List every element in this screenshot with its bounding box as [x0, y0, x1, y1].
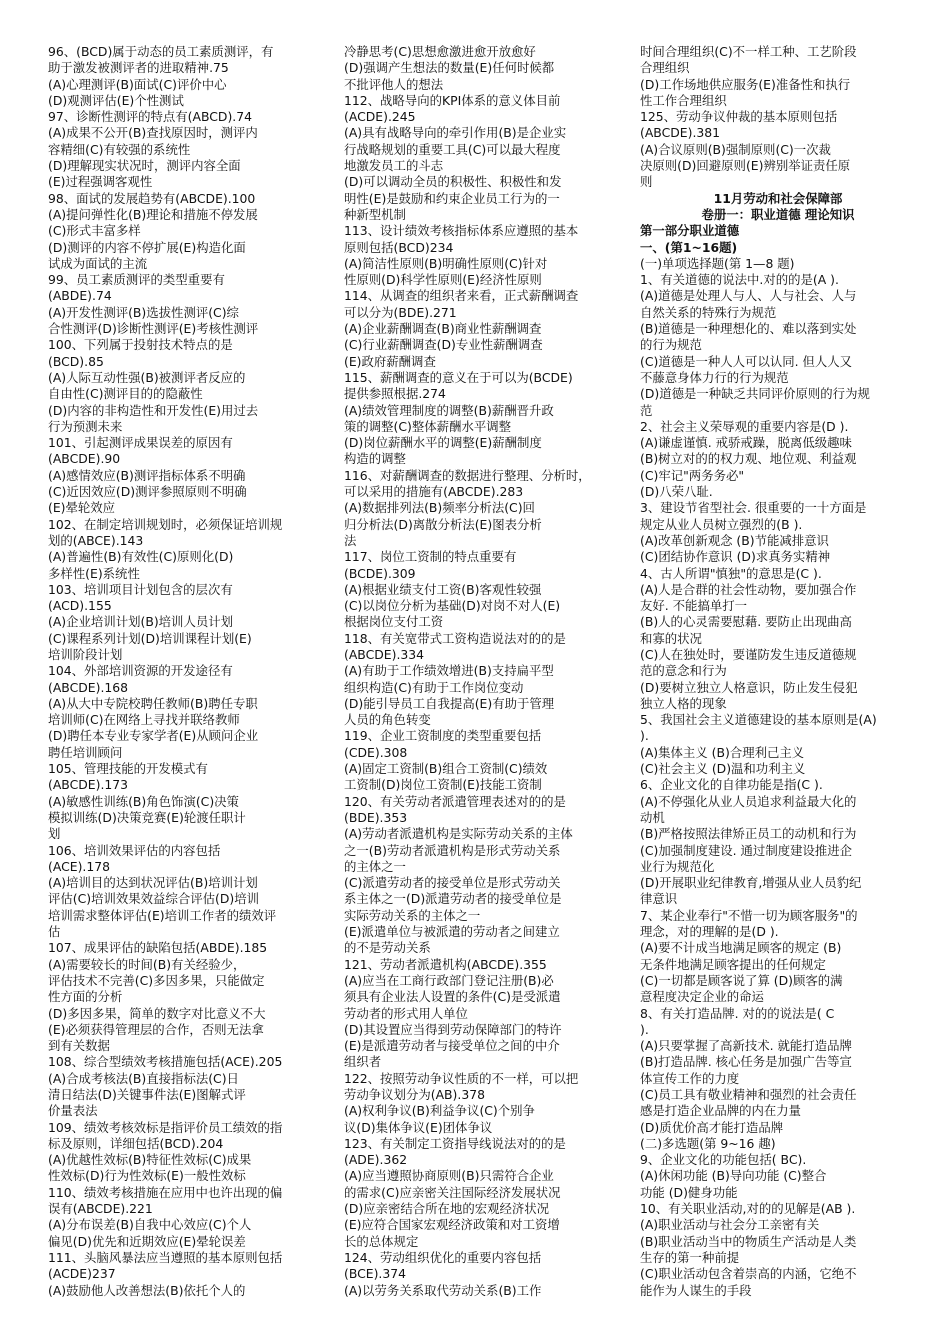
document-page	[48, 44, 916, 1304]
text-line: (D)应亲密结合所在地的宏观经济状况	[344, 1201, 550, 1217]
text-line: (A)合议原则(B)强制原则(C)一次裁	[640, 141, 831, 157]
text-line: 能作为人谋生的手段	[640, 1282, 752, 1298]
text-line: (A)职业活动与社会分工亲密有关	[640, 1217, 820, 1233]
text-line: 误有(ABCDE).221	[48, 1201, 153, 1217]
text-line: (A)只要掌握了高新技术. 就能打造品牌	[640, 1038, 852, 1054]
text-line: 111、头脑风暴法应当遵照的基本原则包括	[48, 1249, 283, 1265]
text-line: 101、引起测评成果误差的原因有	[48, 435, 233, 451]
text-line: (A)人是合群的社会性动物，要加强合作	[640, 581, 857, 597]
text-line: ).	[640, 1021, 649, 1037]
text-line: (A)要不计成当地满足顾客的规定 (B)	[640, 940, 842, 956]
text-line: (C)课程系列计划(D)培训课程计划(E)	[48, 630, 252, 646]
text-line: 行为预测未来	[48, 418, 123, 434]
text-line: 容精细(C)有较强的系统性	[48, 141, 191, 157]
text-line: 动机	[640, 809, 665, 825]
text-line: (D)要树立独立人格意识，防止发生侵犯	[640, 679, 858, 695]
text-line: 118、有关宽带式工资构造说法对的的是	[344, 630, 566, 646]
text-line: 115、薪酬调查的意义在于可以为(BCDE)	[344, 369, 573, 385]
text-line: 估	[48, 924, 61, 940]
text-line: 5、我国社会主义道德建设的基本原则是(A)	[640, 712, 877, 728]
text-line: 1、有关道德的说法中.对的的是(A ).	[640, 272, 839, 288]
text-line: 可以采用的措施有(ABCDE).283	[344, 484, 524, 500]
text-line: (A)道德是处理人与人、人与社会、人与	[640, 288, 857, 304]
text-line: 可以分为(BDE).271	[344, 304, 457, 320]
text-line: 9、企业文化的功能包括( BC).	[640, 1152, 807, 1168]
text-line: (C)派遣劳动者的接受单位是形式劳动关	[344, 875, 561, 891]
text-line: 助于激发被测评者的进取精神.75	[48, 60, 229, 76]
text-line: (一)单项选择题(第 1—8 题)	[640, 255, 795, 271]
text-line: (D)可以调动全员的积极性、积极性和发	[344, 174, 562, 190]
section-heading: 第一部分职业道德	[640, 223, 740, 239]
text-line: 106、培训效果评估的内容包括	[48, 842, 221, 858]
text-line: 组织构造(C)有助于工作岗位变动	[344, 679, 524, 695]
text-line: 价量表法	[48, 1103, 98, 1119]
text-line: 102、在制定培训规划时，必须保证培训规	[48, 516, 283, 532]
text-line: (D)测评的内容不停扩展(E)构造化面	[48, 239, 246, 255]
text-line: (A)休闲功能 (B)导向功能 (C)整合	[640, 1168, 827, 1184]
text-line: 试成为面试的主流	[48, 255, 148, 271]
text-line: 性原则(D)科学性原则(E)经济性原则	[344, 272, 542, 288]
text-line: (ADE).362	[344, 1152, 408, 1168]
text-line: 和寡的状况	[640, 630, 702, 646]
text-line: (B)人的心灵需要慰藉. 要防止出现曲高	[640, 614, 852, 630]
text-line: (A)企业薪酬调查(B)商业性薪酬调查	[344, 321, 542, 337]
text-line: 109、绩效考核效标是指评价员工绩效的指	[48, 1119, 283, 1135]
text-line: (B)打造品牌. 核心任务是加强广告等宣	[640, 1054, 852, 1070]
text-line: 长的总体规定	[344, 1233, 419, 1249]
text-line: 110、绩效考核措施在应用中也许出现的偏	[48, 1184, 283, 1200]
text-line: (A)劳动者派遣机构是实际劳动关系的主体	[344, 826, 573, 842]
text-line: (A)权利争议(B)利益争议(C)个别争	[344, 1103, 535, 1119]
column-left	[48, 44, 324, 1304]
text-line: 112、战略导向的KPI体系的意义体目前	[344, 92, 561, 108]
text-line: (A)提问弹性化(B)理论和措施不停发展	[48, 206, 258, 222]
text-line: ).	[640, 728, 649, 744]
text-line: 120、有关劳动者派遣管理表述对的的是	[344, 793, 566, 809]
column-right	[640, 44, 916, 1304]
text-line: 100、下列属于投射技术特点的是	[48, 337, 233, 353]
text-line: 125、劳动争议仲裁的基本原则包括	[640, 109, 838, 125]
text-line: 性效标(D)行为性效标(E)一般性效标	[48, 1168, 246, 1184]
text-line: 根据岗位支付工资	[344, 614, 444, 630]
text-line: 人员的角色转变	[344, 712, 431, 728]
text-line: 2、社会主义荣辱观的重要内容是(D ).	[640, 418, 849, 434]
text-line: 理念，对的理解的是(D ).	[640, 924, 779, 940]
text-line: (A)心理测评(B)面试(C)评价中心	[48, 76, 227, 92]
text-line: (C)以岗位分析为基础(D)对岗不对人(E)	[344, 598, 561, 614]
text-line: 121、劳动者派遣机构(ABCDE).355	[344, 956, 547, 972]
text-line: 冷静思考(C)思想愈激进愈开放愈好	[344, 44, 536, 59]
section-title: 卷册一：职业道德 理论知识	[701, 206, 855, 222]
text-line: 划的(ABCE).143	[48, 532, 144, 548]
text-line: (ABDE).74	[48, 288, 112, 304]
text-line: 自然关系的特殊行为规范	[640, 304, 777, 320]
text-line: 感是打造企业品牌的内在力量	[640, 1103, 802, 1119]
text-line: 原则包括(BCD)234	[344, 239, 454, 255]
text-line: (BCE).374	[344, 1266, 407, 1282]
text-line: 性工作合理组织	[640, 92, 727, 108]
text-line: 律意识	[640, 891, 678, 907]
text-line: 模拟训练(D)决策竞赛(E)轮渡任职计	[48, 809, 246, 825]
text-line: 功能 (D)健身功能	[640, 1184, 738, 1200]
text-line: (E)应符合国家宏观经济政策和对工资增	[344, 1217, 560, 1233]
text-line: (D)工作场地供应服务(E)准备性和执行	[640, 76, 851, 92]
text-line: 不批评他人的想法	[344, 76, 444, 92]
text-line: 友好. 不能搞单打一	[640, 598, 748, 614]
text-line: (B)道德是一种理想化的、难以落到实处	[640, 321, 857, 337]
text-line: (B)职业活动当中的物质生产活动是人类	[640, 1233, 857, 1249]
text-line: (A)改革创新观念 (B)节能减排意识	[640, 532, 829, 548]
text-line: 构造的调整	[344, 451, 406, 467]
text-line: (A)不停强化从业人员追求利益最大化的	[640, 793, 857, 809]
text-line: 性方面的分析	[48, 989, 123, 1005]
text-line: 99、员工素质测评的类型重要有	[48, 272, 225, 288]
text-line: 议(D)集体争议(E)团体争议	[344, 1119, 493, 1135]
text-line: 范的意念和行为	[640, 663, 727, 679]
text-line: 119、企业工资制度的类型重要包括	[344, 728, 542, 744]
text-line: 6、企业文化的自律功能是指(C ).	[640, 777, 823, 793]
text-line: 法	[344, 532, 357, 548]
text-line: 偏见(D)优先和近期效应(E)晕轮误差	[48, 1233, 246, 1249]
text-line: 自由性(C)测评目的的隐蔽性	[48, 386, 203, 402]
text-line: 8、有关打造品牌. 对的的说法是( C	[640, 1005, 835, 1021]
text-line: (D)多因多果，简单的数字对比意义不大	[48, 1005, 266, 1021]
text-line: 归分析法(D)离散分析法(E)图表分析	[344, 516, 542, 532]
text-line: (ACDE)237	[48, 1266, 116, 1282]
text-line: (A)应当在工商行政部门登记注册(B)必	[344, 972, 554, 988]
text-line: 的不是劳动关系	[344, 940, 431, 956]
text-line: (C)近因效应(D)测评参照原则不明确	[48, 484, 247, 500]
text-line: 范	[640, 402, 653, 418]
text-line: (ABCDE).334	[344, 646, 425, 662]
text-line: (A)分布误差(B)自我中心效应(C)个人	[48, 1217, 252, 1233]
text-line: 合理组织	[640, 60, 690, 76]
text-line: (D)开展职业纪律教育,增强从业人员豹纪	[640, 875, 862, 891]
text-line: 体宣传工作的力度	[640, 1070, 740, 1086]
text-line: (A)合成考核法(B)直接指标法(C)日	[48, 1070, 239, 1086]
text-line: 114、从调查的组织者来看，正式薪酬调查	[344, 288, 579, 304]
text-line: 划	[48, 826, 61, 842]
text-line: 意程度决定企业的命运	[640, 989, 764, 1005]
text-line: (D)八荣八耻.	[640, 484, 713, 500]
text-line: 3、建设节省型社会. 很重要的一十方面是	[640, 500, 867, 516]
text-line: (C)职业活动包含着崇高的内涵，它绝不	[640, 1266, 857, 1282]
text-line: (ABCDE).381	[640, 125, 721, 141]
text-line: (A)优越性效标(B)特征性效标(C)成果	[48, 1152, 252, 1168]
text-line: (A)绩效管理制度的调整(B)薪酬晋升政	[344, 402, 554, 418]
text-line: 124、劳动组织优化的重要内容包括	[344, 1249, 542, 1265]
text-line: 生存的第一种前提	[640, 1249, 740, 1265]
text-line: (A)简洁性原则(B)明确性原则(C)针对	[344, 255, 548, 271]
text-line: 116、对薪酬调查的数据进行整理、分析时，	[344, 467, 591, 483]
text-line: (D)理解现实状况时，测评内容全面	[48, 158, 241, 174]
text-line: (A)需要较长的时间(B)有关经验少，	[48, 956, 246, 972]
text-line: (C)牢记"两务务必"	[640, 467, 745, 483]
text-line: (E)派遣单位与被派遣的劳动者之间建立	[344, 924, 560, 940]
text-line: (C)行业薪酬调查(D)专业性薪酬调查	[344, 337, 543, 353]
text-line: (C)加强制度建设. 通过制度建设推进企	[640, 842, 853, 858]
text-line: 策的调整(C)整体薪酬水平调整	[344, 418, 512, 434]
text-line: (E)政府薪酬调查	[344, 353, 436, 369]
text-line: 122、按照劳动争议性质的不一样，可以把	[344, 1070, 579, 1086]
text-line: 劳动者的形式用人单位	[344, 1005, 468, 1021]
text-line: 劳动争议划分为(AB).378	[344, 1087, 485, 1102]
text-line: (C)一切都是顾客说了算 (D)顾客的满	[640, 972, 843, 988]
text-line: 规定从业人员树立强烈的(B ).	[640, 516, 803, 532]
text-line: (D)道德是一种缺乏共同评价原则的行为规	[640, 386, 870, 402]
text-line: 105、管理技能的开发模式有	[48, 761, 208, 777]
text-line: 须具有企业法人设置的条件(C)是受派遣	[344, 989, 561, 1005]
text-line: (C)社会主义 (D)温和功利主义	[640, 761, 806, 777]
text-line: (ACE).178	[48, 858, 110, 874]
text-line: (D)能引导员工自我提高(E)有助于管理	[344, 695, 555, 711]
text-line: (二)多选题(第 9~16 趣)	[640, 1135, 776, 1151]
text-line: 97、诊断性测评的特点有(ABCD).74	[48, 109, 252, 125]
text-line: (B)严格按照法律矫正员工的动机和行为	[640, 826, 857, 842]
text-line: (A)普遍性(B)有效性(C)原则化(D)	[48, 549, 234, 565]
text-line: 之一(B)劳动者派遣机构是形式劳动关系	[344, 842, 561, 858]
text-line: (A)开发性测评(B)选拔性测评(C)综	[48, 304, 239, 320]
text-line: 的行为规范	[640, 337, 702, 353]
text-line: (E)过程强调客观性	[48, 174, 153, 190]
text-line: 时间合理组织(C)不一样工种、工艺阶段	[640, 44, 857, 59]
text-line: 培训需求整体评估(E)培训工作者的绩效评	[48, 907, 277, 923]
text-line: (A)鼓励他人改善想法(B)依托个人的	[48, 1282, 246, 1298]
text-line: 评估技术不完善(C)多因多果，只能做定	[48, 972, 265, 988]
text-line: (A)敏感性训练(B)角色饰演(C)决策	[48, 793, 239, 809]
text-line: 工资制(D)岗位工资制(E)技能工资制	[344, 777, 542, 793]
text-line: 评估(C)培训效果效益综合评估(D)培训	[48, 891, 259, 907]
text-line: (A)感情效应(B)测评指标体系不明确	[48, 467, 246, 483]
section-title: 11月劳动和社会保障部	[713, 190, 843, 206]
text-line: 种新型机制	[344, 206, 406, 222]
text-line: 实际劳动关系的主体之一	[344, 907, 481, 923]
text-line: 108、综合型绩效考核措施包括(ACE).205	[48, 1054, 283, 1070]
text-line: 标及原则，详细包括(BCD).204	[48, 1135, 224, 1151]
text-line: 明性(E)是鼓励和约束企业员工行为的一	[344, 190, 560, 206]
text-line: 地激发员工的斗志	[344, 158, 444, 174]
text-line: (D)质优价高才能打造品牌	[640, 1119, 784, 1135]
text-line: 107、成果评估的缺陷包括(ABDE).185	[48, 940, 268, 956]
text-line: (A)谦虚谨慎. 戒骄戒躁，脱离低级趣味	[640, 435, 852, 451]
text-line: (A)企业培训计划(B)培训人员计划	[48, 614, 234, 630]
text-line: 聘任培训顾问	[48, 744, 123, 760]
text-line: 4、古人所谓"慎独"的意思是(C ).	[640, 565, 822, 581]
text-line: (D)其设置应当得到劳动保障部门的特许	[344, 1021, 562, 1037]
text-line: 系主体之一(D)派遣劳动者的接受单位是	[344, 891, 562, 907]
text-line: (C)团结协作意识 (D)求真务实精神	[640, 549, 831, 565]
text-line: (BCD).85	[48, 353, 104, 369]
text-line: (C)人在独处时，要谨防发生违反道德规	[640, 646, 857, 662]
text-line: (BCDE).309	[344, 565, 416, 581]
text-line: (A)有助于工作绩效增进(B)支持扁平型	[344, 663, 554, 679]
text-line: 合性测评(D)诊断性测评(E)考核性测评	[48, 321, 259, 337]
text-line: (A)从大中专院校聘任教师(B)聘任专职	[48, 695, 258, 711]
text-line: (ABCDE).90	[48, 451, 121, 467]
text-line: (ACD).155	[48, 598, 112, 614]
text-line: (CDE).308	[344, 744, 408, 760]
text-line: (A)具有战略导向的牵引作用(B)是企业实	[344, 125, 567, 141]
text-line: (B)树立对的的权力观、地位观、利益观	[640, 451, 857, 467]
text-line: 98、面试的发展趋势有(ABCDE).100	[48, 190, 256, 206]
text-line: 则	[640, 174, 653, 190]
text-line: 96、(BCD)属于动态的员工素质测评，有	[48, 44, 274, 59]
text-line: (D)内容的非构造性和开发性(E)用过去	[48, 402, 259, 418]
text-line: 117、岗位工资制的特点重要有	[344, 549, 517, 565]
text-line: (E)晕轮效应	[48, 500, 116, 516]
text-line: 决原则(D)回避原则(E)辨别举证责任原	[640, 158, 851, 174]
column-middle	[344, 44, 620, 1304]
text-line: (A)固定工资制(B)组合工资制(C)绩效	[344, 761, 548, 777]
text-line: 113、设计绩效考核指标体系应遵照的基本	[344, 223, 579, 239]
text-line: (C)道德是一种人人可以认同. 但人人又	[640, 353, 853, 369]
text-line: 行战略规划的重要工具(C)可以最大程度	[344, 141, 561, 157]
text-line: (D)强调产生想法的数量(E)任何时候都	[344, 60, 555, 76]
text-line: 的需求(C)应亲密关注国际经济发展状况	[344, 1184, 561, 1200]
text-line: 103、培训项目计划包含的层次有	[48, 581, 233, 597]
text-line: 清日结法(D)关键事件法(E)图解式评	[48, 1087, 246, 1102]
text-line: (A)集体主义 (B)合理利己主义	[640, 744, 805, 760]
text-line: (C)形式丰富多样	[48, 223, 141, 239]
text-line: (ACDE).245	[344, 109, 416, 125]
text-line: 独立人格的现象	[640, 695, 727, 711]
text-line: 到有关数据	[48, 1038, 110, 1054]
text-line: 无条件地满足顾客提出的任何规定	[640, 956, 826, 972]
text-line: (ABCDE).168	[48, 679, 129, 695]
text-line: (BDE).353	[344, 809, 408, 825]
text-line: 10、有关职业活动,对的的见解是(AB ).	[640, 1201, 856, 1217]
text-line: (C)员工具有敬业精神和强烈的社会责任	[640, 1087, 857, 1102]
text-line: 培训师(C)在网络上寻找并联络教师	[48, 712, 240, 728]
section-heading: 一、(第1~16题)	[640, 239, 738, 255]
text-line: (A)根据业绩支付工资(B)客观性较强	[344, 581, 542, 597]
text-line: 提供参照根据.274	[344, 386, 446, 402]
text-line: (ABCDE).173	[48, 777, 129, 793]
text-line: (A)数据排列法(B)频率分析法(C)回	[344, 500, 535, 516]
text-line: (E)是派遣劳动者与接受单位之间的中介	[344, 1038, 560, 1054]
text-line: 123、有关制定工资指导线说法对的的是	[344, 1135, 566, 1151]
text-line: (E)必须获得管理层的合作，否则无法拿	[48, 1021, 264, 1037]
text-line: (A)人际互动性强(B)被测评者反应的	[48, 369, 246, 385]
text-line: (D)岗位薪酬水平的调整(E)薪酬制度	[344, 435, 542, 451]
text-line: 104、外部培训资源的开发途径有	[48, 663, 233, 679]
text-line: (A)成果不公开(B)查找原因时，测评内	[48, 125, 258, 141]
text-line: 7、某企业奉行"不惜一切为顾客服务"的	[640, 907, 858, 923]
text-line: 培训阶段计划	[48, 646, 123, 662]
text-line: (D)观测评估(E)个性测试	[48, 92, 184, 108]
text-line: (A)培训目的达到状况评估(B)培训计划	[48, 875, 258, 891]
text-line: (A)以劳务关系取代劳动关系(B)工作	[344, 1282, 542, 1298]
text-line: 的主体之一	[344, 858, 406, 874]
text-line: 不藤意身体力行的行为规范	[640, 369, 789, 385]
text-line: 组织者	[344, 1054, 382, 1070]
text-line: (D)聘任本专业专家学者(E)从顾问企业	[48, 728, 259, 744]
text-line: 多样性(E)系统性	[48, 565, 140, 581]
text-line: (A)应当遵照协商原则(B)只需符合企业	[344, 1168, 554, 1184]
text-line: 业行为规范化	[640, 858, 715, 874]
